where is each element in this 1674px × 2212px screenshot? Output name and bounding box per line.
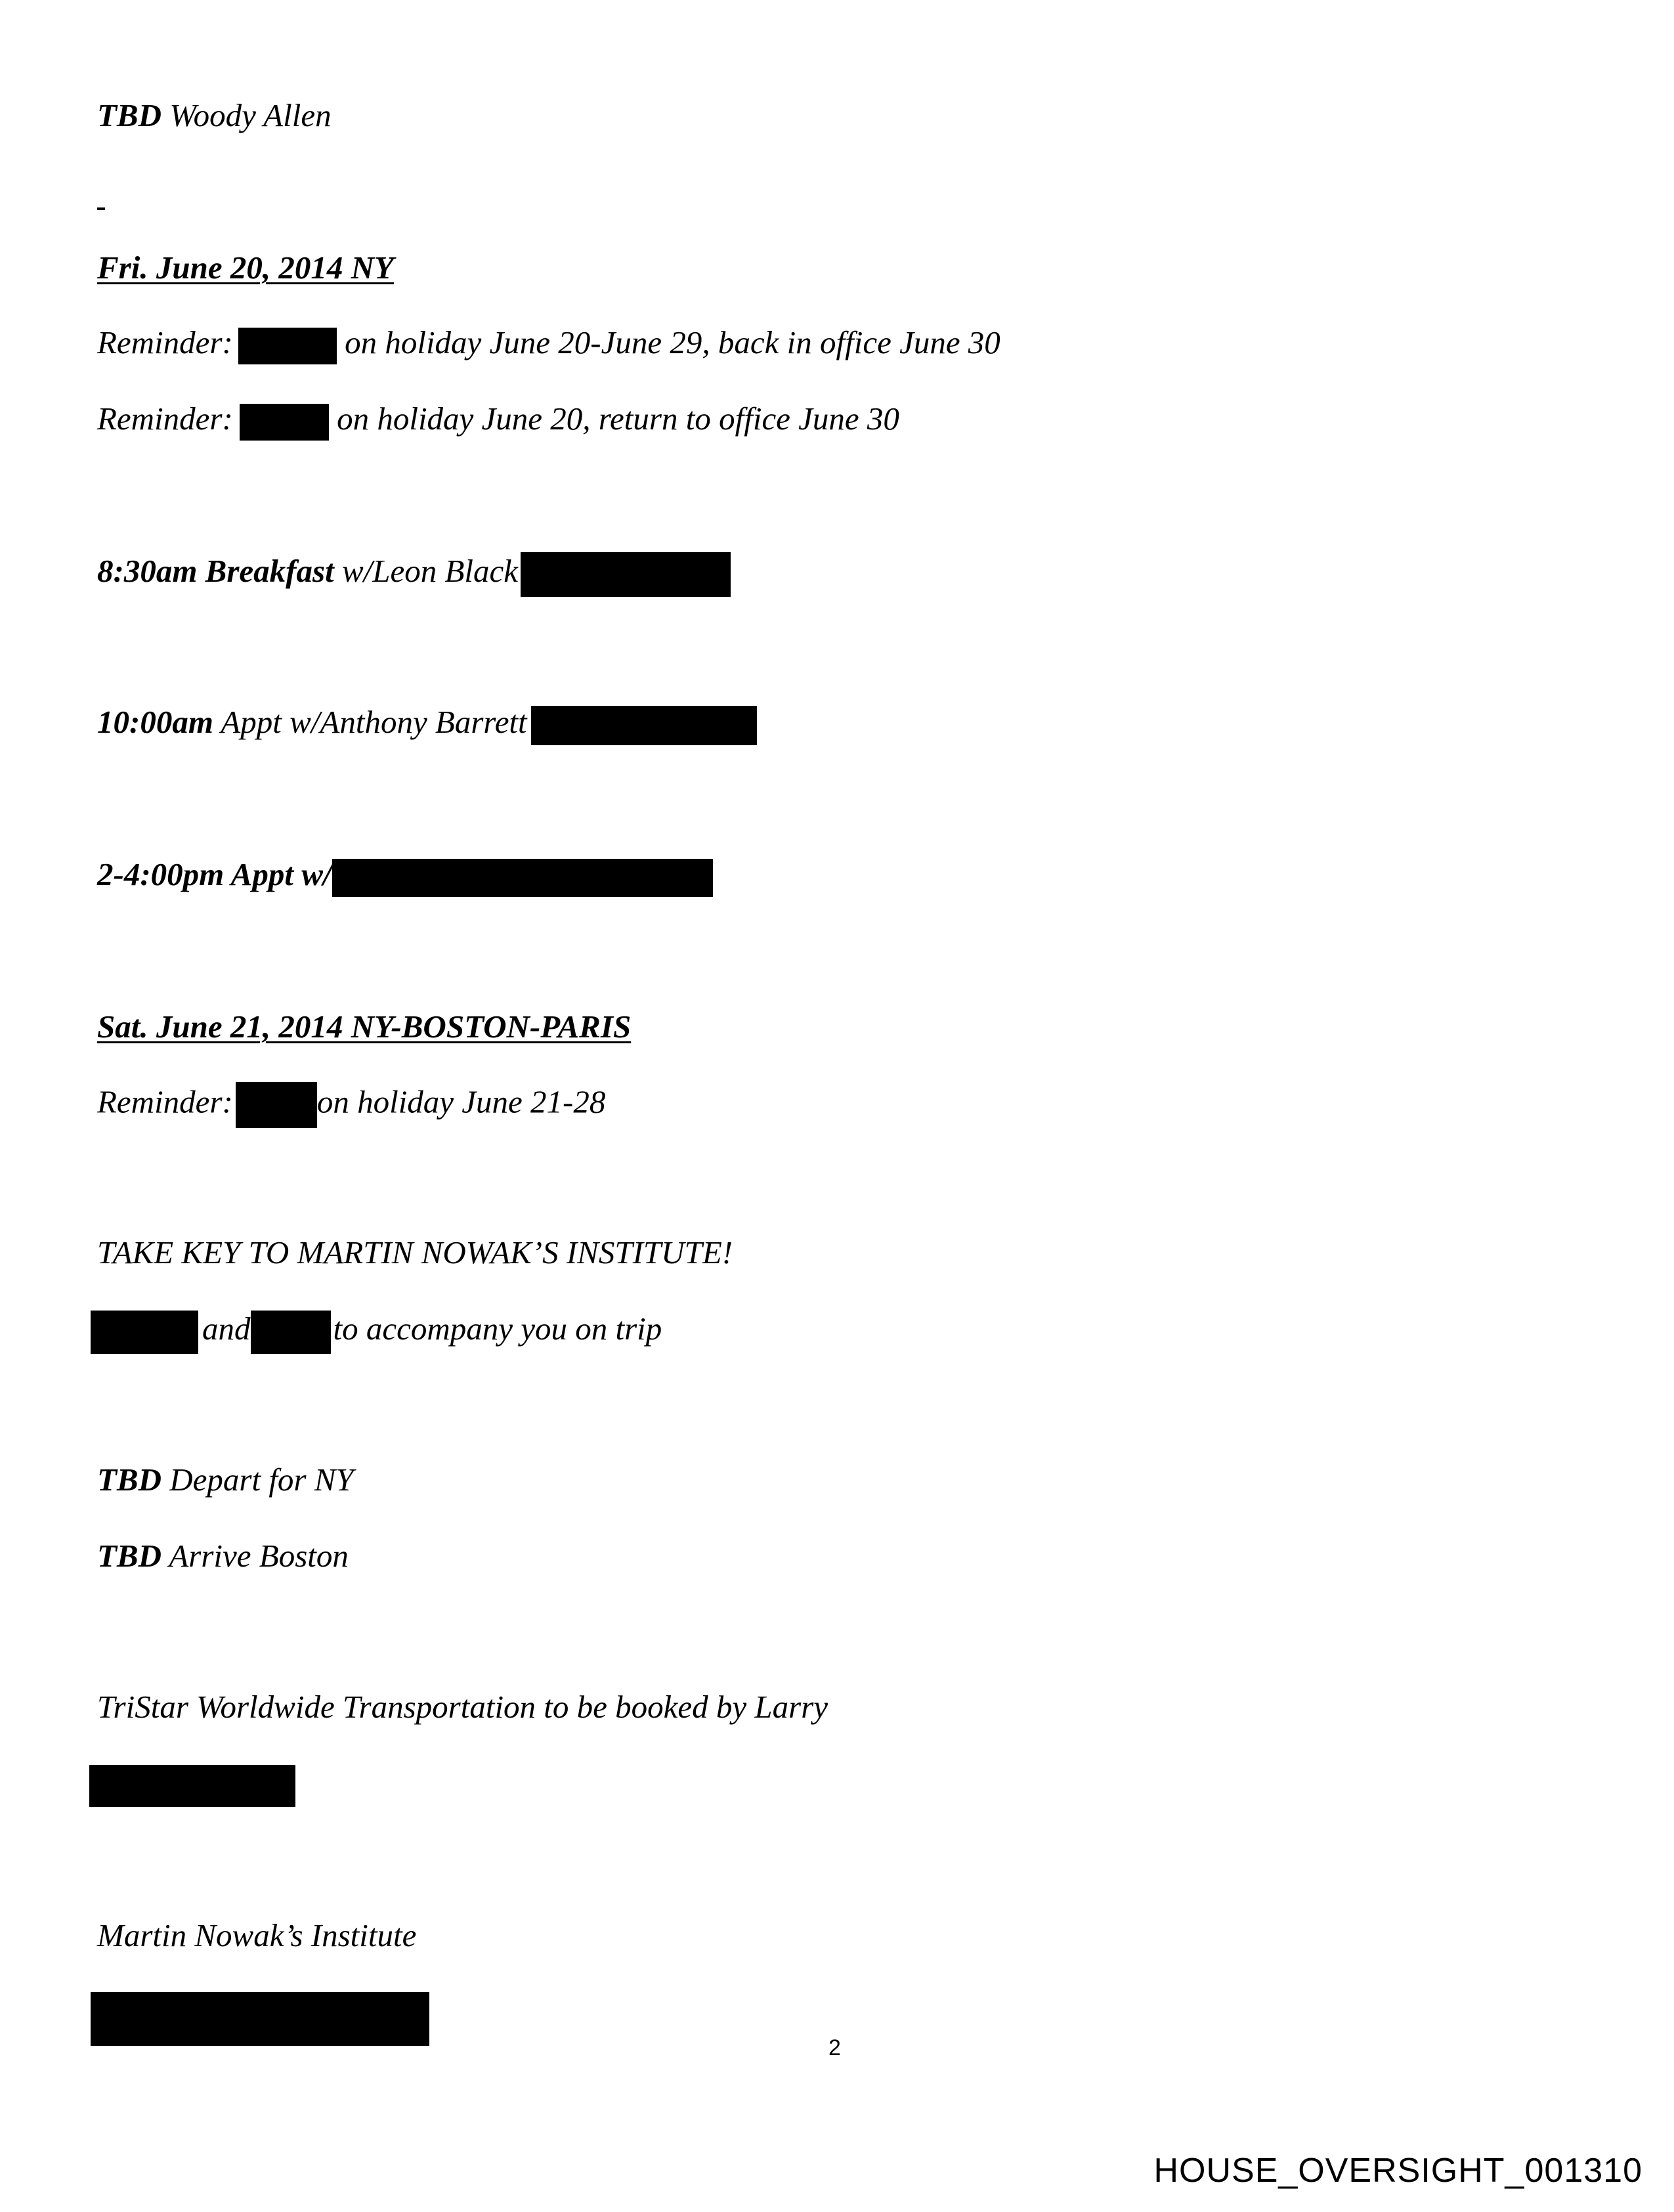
entry-time: 10:00am — [97, 704, 213, 740]
page-number: 2 — [828, 2035, 841, 2060]
entry-text: Appt w/Anthony Barrett — [213, 704, 527, 740]
redaction-block — [238, 328, 337, 364]
reminder-text: on holiday June 21-28 — [316, 1083, 606, 1120]
redaction-block — [240, 404, 329, 441]
note-tristar: TriStar Worldwide Transportation to be booked by Larry — [97, 1689, 828, 1725]
entry-appt-barrett — [97, 703, 757, 745]
redaction-block — [531, 706, 757, 745]
entry-text: Arrive Boston — [161, 1538, 349, 1574]
reminder-prefix: Reminder: — [97, 401, 233, 437]
reminder-fri-2 — [97, 399, 899, 441]
entry-time: TBD — [97, 1462, 161, 1498]
entry-text: Woody Allen — [161, 97, 332, 133]
accompany-and: and — [202, 1311, 251, 1347]
note-take-key: TAKE KEY TO MARTIN NOWAK’S INSTITUTE! — [97, 1234, 733, 1270]
reminder-sat — [97, 1082, 605, 1128]
entry-time: 8:30am Breakfast — [97, 553, 334, 589]
redaction-block — [251, 1311, 331, 1354]
note-nowak-institute: Martin Nowak’s Institute — [97, 1917, 417, 1953]
note-accompany — [91, 1309, 662, 1354]
reminder-text: on holiday June 20, return to office June 30 — [328, 401, 899, 437]
entry-arrive — [97, 1536, 349, 1576]
redaction-block — [89, 1765, 295, 1807]
entry-time: TBD — [97, 97, 161, 133]
reminder-text: on holiday June 20-June 29, back in office June 30 — [336, 324, 1000, 360]
reminder-prefix: Reminder: — [97, 324, 233, 360]
accompany-text: to accompany you on trip — [333, 1311, 662, 1347]
redaction-block — [521, 552, 731, 597]
entry-time: 2-4:00pm Appt w/ — [97, 856, 332, 892]
dash-mark — [97, 207, 105, 210]
entry-text: Depart for NY — [161, 1462, 354, 1498]
entry-text: w/Leon Black — [333, 553, 519, 589]
day-heading-sat: Sat. June 21, 2014 NY-BOSTON-PARIS — [97, 1008, 632, 1045]
redaction-block — [91, 1992, 429, 2046]
redaction-block — [91, 1311, 198, 1354]
entry-breakfast — [97, 552, 731, 597]
reminder-fri-1 — [97, 323, 1000, 364]
entry-time: TBD — [97, 1538, 161, 1574]
redaction-block — [236, 1082, 317, 1128]
entry-appt-afternoon — [97, 855, 713, 897]
reminder-prefix: Reminder: — [97, 1083, 233, 1120]
entry-tbd-woody-allen — [97, 96, 332, 135]
redaction-block — [332, 859, 713, 897]
entry-depart — [97, 1460, 354, 1500]
day-heading-fri: Fri. June 20, 2014 NY — [97, 249, 394, 286]
bates-number: HOUSE_OVERSIGHT_001310 — [1153, 2152, 1642, 2190]
